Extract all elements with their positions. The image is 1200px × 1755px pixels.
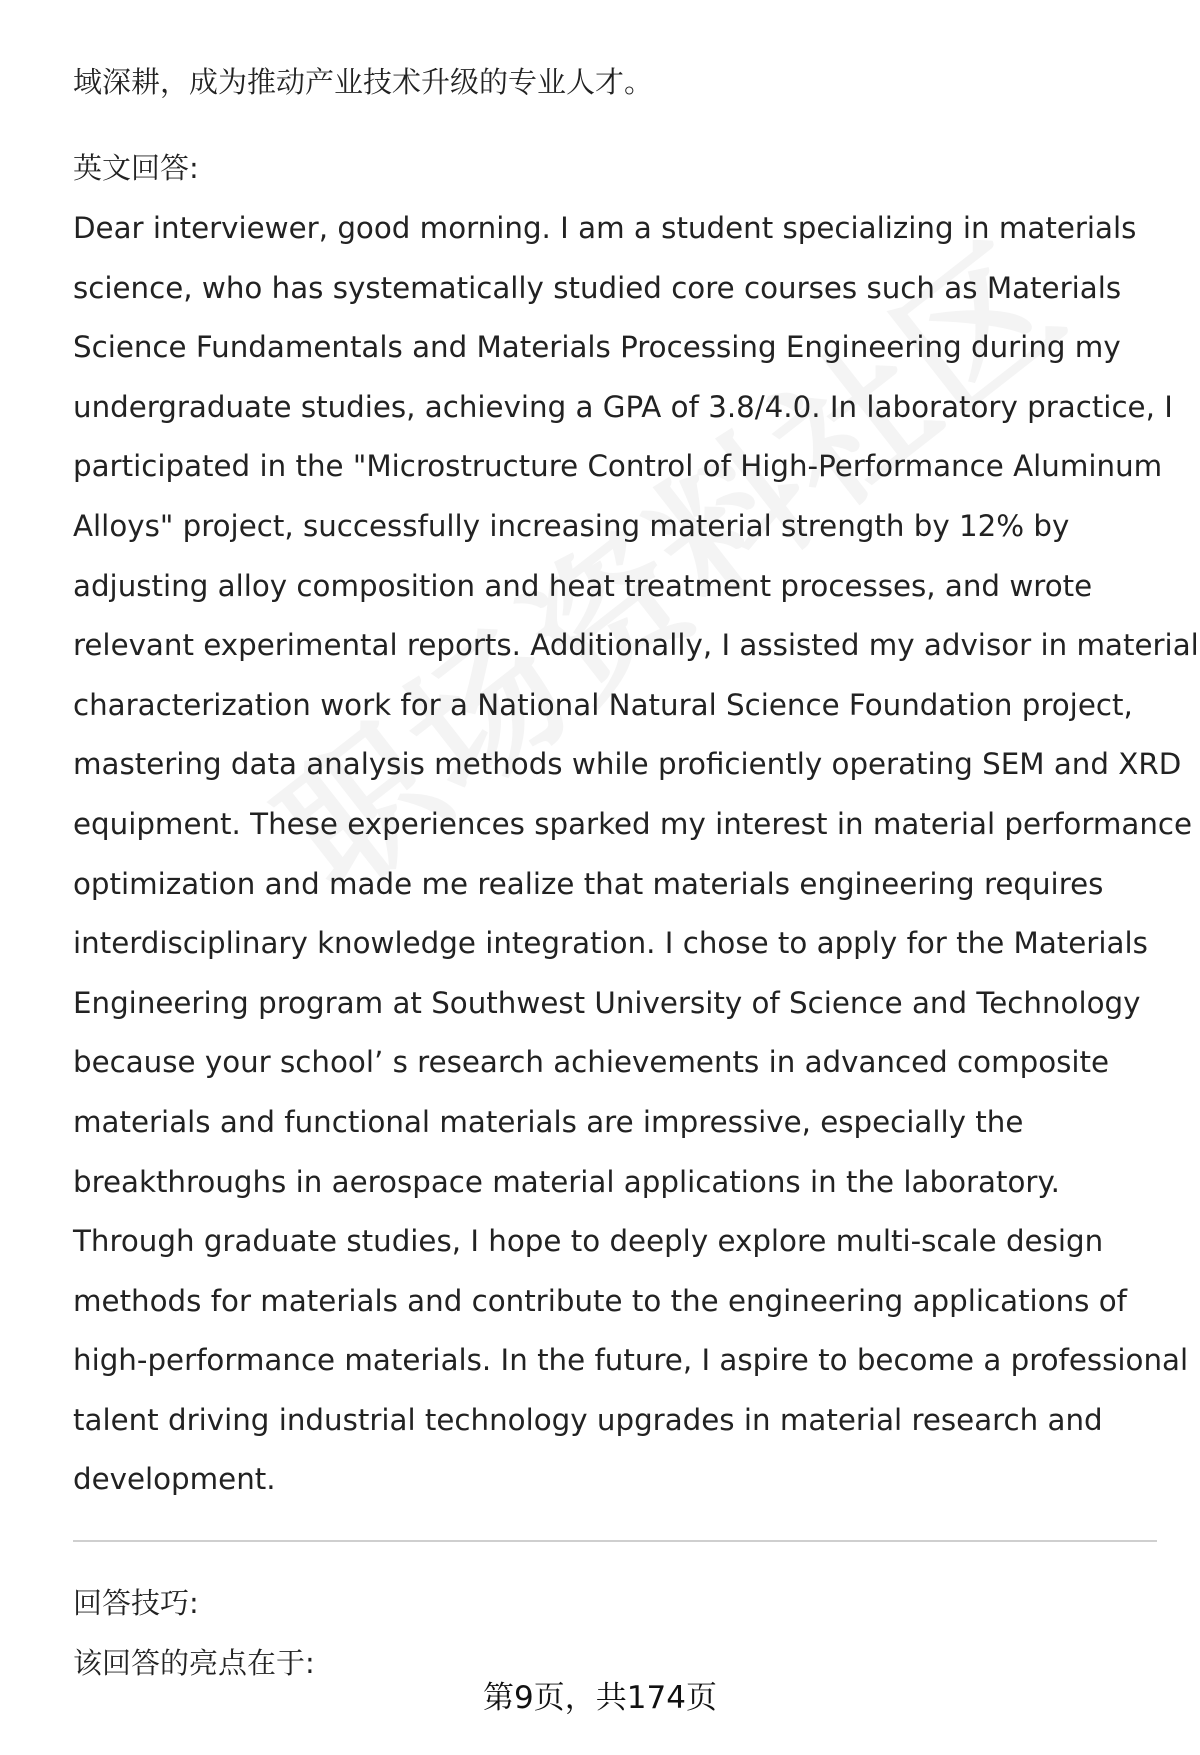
answer-line: methods for materials and contribute to the engineering applications of bbox=[73, 1283, 1128, 1318]
answer-line: participated in the "Microstructure Control of High-Performance Aluminum bbox=[73, 449, 1163, 484]
answer-line: development. bbox=[73, 1462, 276, 1497]
answer-line: characterization work for a National Natural Science Foundation project, bbox=[73, 687, 1133, 722]
section-divider bbox=[73, 1540, 1157, 1542]
answer-line: optimization and made me realize that materials engineering requires bbox=[73, 866, 1104, 901]
answer-line: equipment. These experiences sparked my interest in material performance bbox=[73, 806, 1193, 841]
answer-line: Engineering program at Southwest University of Science and Technology bbox=[73, 985, 1141, 1020]
answer-line: because your school’ s research achievements in advanced composite bbox=[73, 1045, 1110, 1080]
answer-line: undergraduate studies, achieving a GPA of 3.8/4.0. In laboratory practice, I bbox=[73, 389, 1173, 424]
answer-line: Alloys" project, successfully increasing material strength by 12% by bbox=[73, 508, 1070, 543]
answer-line: mastering data analysis methods while proficiently operating SEM and XRD bbox=[73, 747, 1182, 782]
answer-line: relevant experimental reports. Additionally, I assisted my advisor in material bbox=[73, 628, 1199, 663]
answer-line: materials and functional materials are impressive, especially the bbox=[73, 1104, 1024, 1139]
tips-heading: 回答技巧: bbox=[73, 1586, 199, 1620]
highlights-heading: 该回答的亮点在于: bbox=[73, 1646, 315, 1680]
answer-line: interdisciplinary knowledge integration. I chose to apply for the Materials bbox=[73, 926, 1148, 961]
answer-line: Through graduate studies, I hope to deeply explore multi-scale design bbox=[73, 1224, 1104, 1259]
intro-tail-text: 域深耕，成为推动产业技术升级的专业人才。 bbox=[73, 65, 654, 99]
answer-line: science, who has systematically studied core courses such as Materials bbox=[73, 270, 1122, 305]
answer-line: breakthroughs in aerospace material applications in the laboratory. bbox=[73, 1164, 1060, 1199]
answer-line: Science Fundamentals and Materials Processing Engineering during my bbox=[73, 330, 1121, 365]
answer-line: high-performance materials. In the future, I aspire to become a professional bbox=[73, 1343, 1189, 1378]
english-answer-paragraph bbox=[73, 199, 1199, 1510]
answer-line: talent driving industrial technology upgrades in material research and bbox=[73, 1402, 1103, 1437]
answer-line: Dear interviewer, good morning. I am a student specializing in materials bbox=[73, 211, 1137, 245]
page-number-footer: 第9页，共174页 bbox=[483, 1680, 717, 1716]
answer-line: adjusting alloy composition and heat treatment processes, and wrote bbox=[73, 568, 1093, 603]
english-answer-heading: 英文回答: bbox=[73, 151, 199, 185]
